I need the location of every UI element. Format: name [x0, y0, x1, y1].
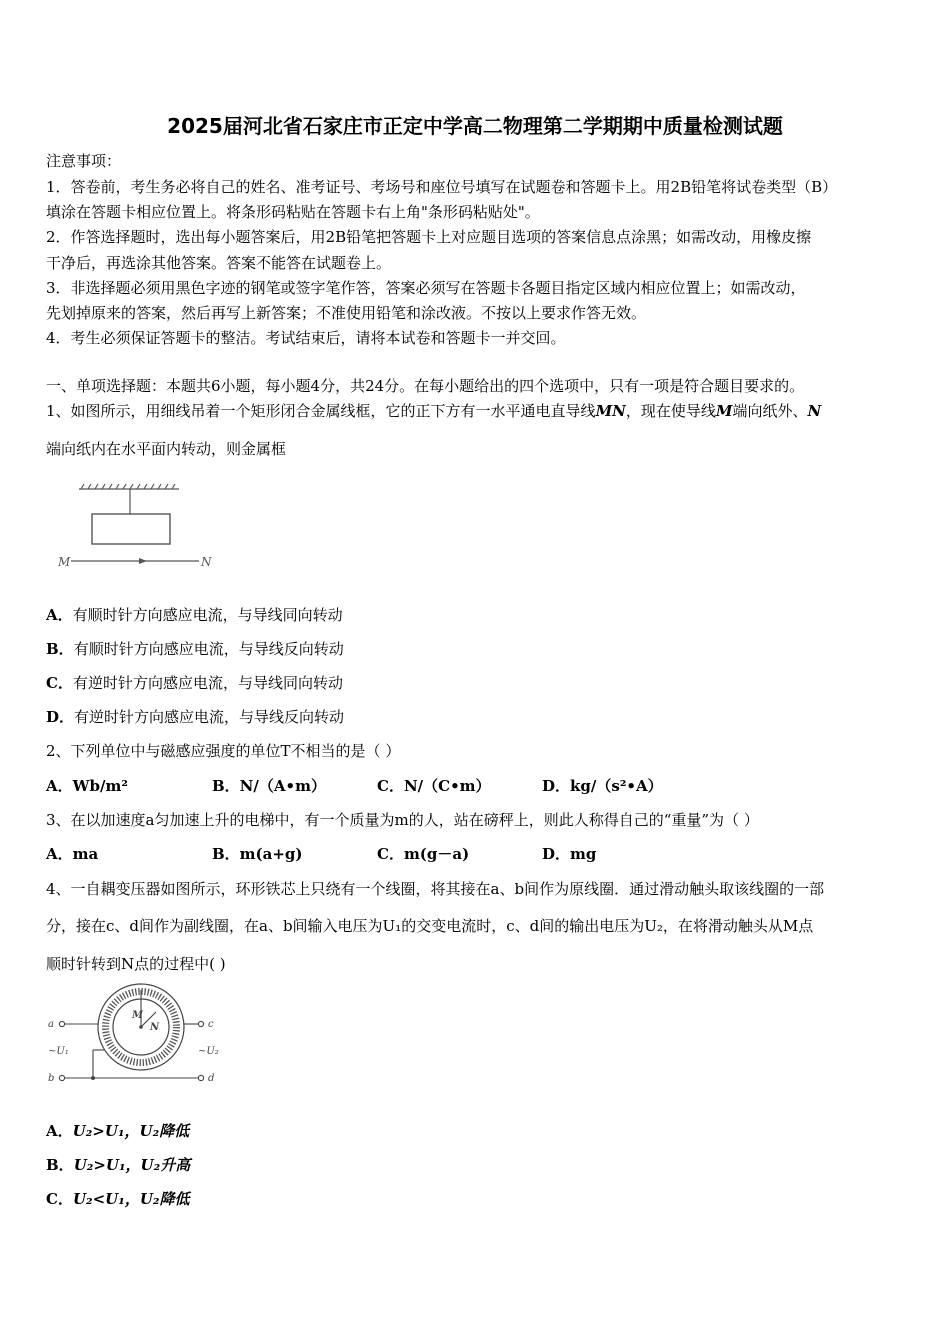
notice-line: 1．答卷前，考生务必将自己的姓名、准考证号、考场号和座位号填写在试题卷和答题卡上。用2B铅笔将试卷类型（B）	[46, 178, 838, 196]
page-title: 2025届河北省石家庄市正定中学高二物理第二学期期中质量检测试题	[167, 114, 783, 138]
notice-line: 4．考生必须保证答题卡的整洁。考试结束后，请将本试卷和答题卡一并交回。	[46, 329, 566, 347]
current-arrow	[139, 558, 147, 564]
q4-stem-line1: 4、一自耦变压器如图所示，环形铁芯上只绕有一个线圈，将其接在a、b间作为原线圈．通过滑动触头取该线圈的一部	[46, 880, 825, 898]
notice-heading: 注意事项：	[46, 152, 122, 170]
label-a: a	[48, 1019, 54, 1030]
q3-option-d: D．mg	[542, 845, 597, 863]
label-n: N	[201, 555, 212, 569]
q1-figure	[55, 478, 220, 573]
label-d: d	[208, 1073, 215, 1084]
q3-option-c: C．m(g－a)	[377, 845, 470, 863]
notice-line: 干净后，再选涂其他答案。答案不能答在试题卷上。	[46, 254, 392, 272]
notice-line: 3．非选择题必须用黑色字迹的钢笔或签字笔作答，答案必须写在答题卡各题目指定区域内相应位置上；如需改动，	[46, 279, 806, 297]
label-b: b	[48, 1073, 55, 1084]
q4-stem-line2: 分，接在c、d间作为副线圈，在a、b间输入电压为U₁的交变电流时，c、d间的输出电压为U₂，在将滑动触头从M点	[46, 917, 814, 935]
metal-frame	[92, 514, 170, 544]
q1-option-b: B．有顺时针方向感应电流，与导线反向转动	[46, 640, 344, 658]
q4-stem-line3: 顺时针转到N点的过程中( )	[46, 955, 226, 973]
q2-option-a: A．Wb/m²	[46, 777, 128, 795]
q2-stem: 2、下列单位中与磁感应强度的单位T不相当的是（ ）	[46, 742, 401, 760]
terminals	[59, 1021, 203, 1080]
label-u1: ~U₁	[48, 1046, 69, 1057]
q3-option-b: B．m(a+g)	[212, 845, 303, 863]
q4-transformer-figure	[46, 982, 231, 1092]
ceiling-hatch	[79, 484, 179, 489]
q2-option-d: D．kg/（s²•A）	[542, 777, 663, 795]
q3-option-a: A．ma	[46, 845, 99, 863]
section-heading: 一、单项选择题：本题共6小题，每小题4分，共24分。在每小题给出的四个选项中，只有一项是符合题目要求的。	[46, 377, 805, 395]
label-m: M	[132, 1010, 144, 1021]
label-n: N	[150, 1022, 160, 1033]
q3-stem: 3、在以加速度a匀加速上升的电梯中，有一个质量为m的人，站在磅秤上，则此人称得自己的“重量”为（ ）	[46, 811, 759, 829]
label-c: c	[208, 1019, 214, 1030]
q1-stem-line1: 1、如图所示，用细线吊着一个矩形闭合金属线框，它的正下方有一水平通电直导线MN，现在使导线M端向纸外、N	[46, 402, 822, 420]
q1-option-a: A．有顺时针方向感应电流，与导线同向转动	[46, 606, 343, 624]
q4-option-c: C．U₂<U₁，U₂降低	[46, 1190, 190, 1208]
q4-option-a: A．U₂>U₁，U₂降低	[46, 1122, 190, 1140]
q2-option-c: C．N/（C•m）	[377, 777, 491, 795]
q2-option-b: B．N/（A•m）	[212, 777, 326, 795]
q1-stem-line2: 端向纸内在水平面内转动，则金属框	[46, 440, 287, 458]
label-m: M	[58, 555, 71, 569]
q1-option-c: C．有逆时针方向感应电流，与导线同向转动	[46, 674, 343, 692]
q4-option-b: B．U₂>U₁，U₂升高	[46, 1156, 191, 1174]
q1-option-d: D．有逆时针方向感应电流，与导线反向转动	[46, 708, 345, 726]
notice-line: 填涂在答题卡相应位置上。将条形码粘贴在答题卡右上角"条形码粘贴处"。	[46, 203, 540, 221]
notice-line: 先划掉原来的答案，然后再写上新答案；不准使用铅笔和涂改液。不按以上要求作答无效。	[46, 304, 647, 322]
label-u2: ~U₂	[198, 1046, 219, 1057]
notice-line: 2．作答选择题时，选出每小题答案后，用2B铅笔把答题卡上对应题目选项的答案信息点涂黑；如需改动，用橡皮擦	[46, 228, 812, 246]
